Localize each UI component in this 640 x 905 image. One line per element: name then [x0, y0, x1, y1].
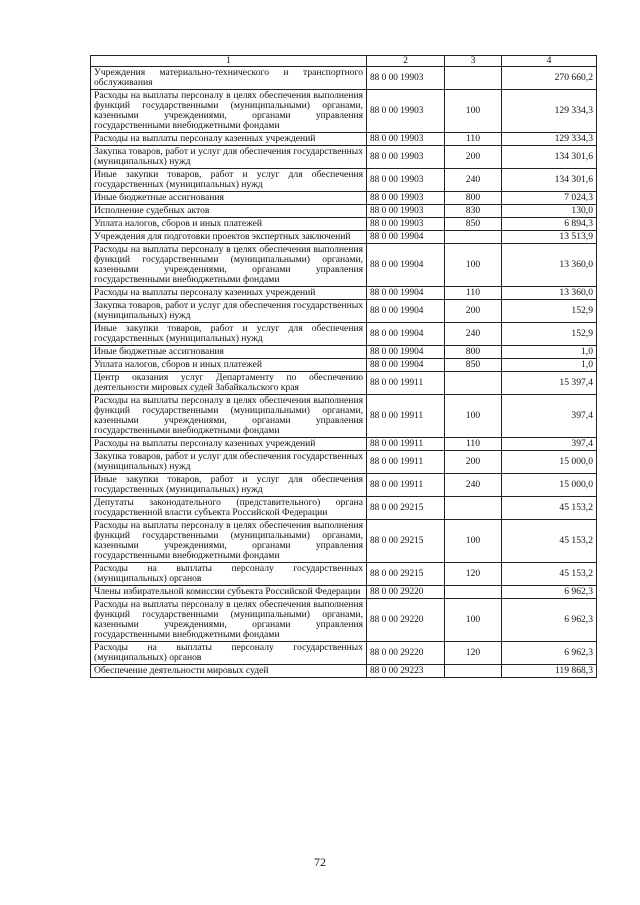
row-sum-cell: 6 894,3 [502, 218, 597, 231]
row-code-cell: 88 0 00 19903 [367, 146, 445, 169]
row-sum-cell: 7 024,3 [502, 192, 597, 205]
table-row [91, 323, 597, 346]
table-row [91, 192, 597, 205]
row-name-cell: Учреждения для подготовки проектов экспертных заключений [91, 231, 367, 244]
row-code-cell: 88 0 00 19903 [367, 169, 445, 192]
row-sum-cell: 1,0 [502, 359, 597, 372]
column-header-code: 2 [367, 56, 445, 67]
column-header-name: 1 [91, 56, 367, 67]
table-body [91, 67, 597, 678]
row-name-cell: Расходы на выплаты персоналу в целях обеспечения выполнения функций государственными (муниципальными) органами, казенными учреждениями, органами управления государственными внебюджетными фондами [91, 599, 367, 642]
row-name-cell: Расходы на выплаты персоналу в целях обеспечения выполнения функций государственными (муниципальными) органами, казенными учреждениями, органами управления государственными внебюджетными фондами [91, 395, 367, 438]
row-code-cell: 88 0 00 29215 [367, 520, 445, 563]
table-row [91, 205, 597, 218]
row-vr-cell: 850 [445, 218, 502, 231]
row-code-cell: 88 0 00 19904 [367, 287, 445, 300]
row-name-cell: Иные закупки товаров, работ и услуг для обеспечения государственных (муниципальных) нужд [91, 169, 367, 192]
row-vr-cell: 200 [445, 300, 502, 323]
table-row [91, 642, 597, 665]
table-row [91, 300, 597, 323]
row-sum-cell: 152,9 [502, 323, 597, 346]
row-name-cell: Закупка товаров, работ и услуг для обеспечения государственных (муниципальных) нужд [91, 451, 367, 474]
row-vr-cell: 100 [445, 244, 502, 287]
row-vr-cell: 110 [445, 287, 502, 300]
row-vr-cell: 110 [445, 438, 502, 451]
row-name-cell: Расходы на выплаты персоналу казенных учреждений [91, 133, 367, 146]
row-vr-cell: 110 [445, 133, 502, 146]
row-sum-cell: 6 962,3 [502, 642, 597, 665]
row-code-cell: 88 0 00 19911 [367, 451, 445, 474]
row-code-cell: 88 0 00 29220 [367, 586, 445, 599]
row-name-cell: Расходы на выплаты персоналу государственных (муниципальных) органов [91, 642, 367, 665]
row-name-cell: Закупка товаров, работ и услуг для обеспечения государственных (муниципальных) нужд [91, 300, 367, 323]
table-row [91, 287, 597, 300]
row-sum-cell: 152,9 [502, 300, 597, 323]
row-code-cell: 88 0 00 19911 [367, 474, 445, 497]
row-sum-cell: 45 153,2 [502, 497, 597, 520]
row-vr-cell: 100 [445, 520, 502, 563]
row-sum-cell: 129 334,3 [502, 90, 597, 133]
row-sum-cell: 134 301,6 [502, 169, 597, 192]
page-number: 72 [314, 855, 326, 869]
row-name-cell: Расходы на выплаты персоналу казенных учреждений [91, 438, 367, 451]
table-row [91, 395, 597, 438]
row-vr-cell: 240 [445, 169, 502, 192]
row-sum-cell: 15 000,0 [502, 474, 597, 497]
row-name-cell: Закупка товаров, работ и услуг для обеспечения государственных (муниципальных) нужд [91, 146, 367, 169]
table-row [91, 438, 597, 451]
row-vr-cell [445, 372, 502, 395]
row-name-cell: Уплата налогов, сборов и иных платежей [91, 218, 367, 231]
table-row [91, 586, 597, 599]
row-code-cell: 88 0 00 19911 [367, 438, 445, 451]
row-sum-cell: 397,4 [502, 395, 597, 438]
row-name-cell: Иные закупки товаров, работ и услуг для обеспечения государственных (муниципальных) нужд [91, 323, 367, 346]
row-name-cell: Учреждения материально-технического и транспортного обслуживания [91, 67, 367, 90]
row-sum-cell: 15 000,0 [502, 451, 597, 474]
table-header-row [91, 56, 597, 67]
row-vr-cell [445, 665, 502, 678]
table-row [91, 520, 597, 563]
row-code-cell: 88 0 00 19903 [367, 133, 445, 146]
row-vr-cell: 850 [445, 359, 502, 372]
row-name-cell: Исполнение судебных актов [91, 205, 367, 218]
row-name-cell: Расходы на выплаты персоналу в целях обеспечения выполнения функций государственными (муниципальными) органами, казенными учреждениями, органами управления государственными внебюджетными фондами [91, 520, 367, 563]
table-row [91, 346, 597, 359]
row-vr-cell [445, 497, 502, 520]
row-sum-cell: 15 397,4 [502, 372, 597, 395]
table-row [91, 218, 597, 231]
row-name-cell: Иные бюджетные ассигнования [91, 192, 367, 205]
row-vr-cell: 100 [445, 90, 502, 133]
budget-table [90, 55, 597, 678]
row-vr-cell: 240 [445, 474, 502, 497]
row-code-cell: 88 0 00 19911 [367, 395, 445, 438]
row-sum-cell: 270 660,2 [502, 67, 597, 90]
row-sum-cell: 134 301,6 [502, 146, 597, 169]
table-row [91, 169, 597, 192]
table-row [91, 231, 597, 244]
row-vr-cell: 100 [445, 599, 502, 642]
row-vr-cell [445, 67, 502, 90]
row-name-cell: Обеспечение деятельности мировых судей [91, 665, 367, 678]
row-name-cell: Депутаты законодательного (представительного) органа государственной власти субъекта Российской Федерации [91, 497, 367, 520]
row-name-cell: Члены избирательной комиссии субъекта Российской Федерации [91, 586, 367, 599]
row-sum-cell: 6 962,3 [502, 599, 597, 642]
row-code-cell: 88 0 00 19904 [367, 300, 445, 323]
row-vr-cell [445, 586, 502, 599]
table-row [91, 372, 597, 395]
row-sum-cell: 6 962,3 [502, 586, 597, 599]
row-name-cell: Иные бюджетные ассигнования [91, 346, 367, 359]
row-code-cell: 88 0 00 19903 [367, 192, 445, 205]
row-sum-cell: 1,0 [502, 346, 597, 359]
row-code-cell: 88 0 00 19903 [367, 218, 445, 231]
table-row [91, 67, 597, 90]
column-header-vr: 3 [445, 56, 502, 67]
row-name-cell: Иные закупки товаров, работ и услуг для обеспечения государственных (муниципальных) нужд [91, 474, 367, 497]
row-code-cell: 88 0 00 19904 [367, 346, 445, 359]
row-sum-cell: 45 153,2 [502, 520, 597, 563]
row-vr-cell: 100 [445, 395, 502, 438]
row-sum-cell: 129 334,3 [502, 133, 597, 146]
row-name-cell: Расходы на выплаты персоналу государственных (муниципальных) органов [91, 563, 367, 586]
row-code-cell: 88 0 00 19904 [367, 244, 445, 287]
row-code-cell: 88 0 00 29215 [367, 497, 445, 520]
row-sum-cell: 130,0 [502, 205, 597, 218]
row-sum-cell: 45 153,2 [502, 563, 597, 586]
row-name-cell: Расходы на выплаты персоналу в целях обеспечения выполнения функций государственными (муниципальными) органами, казенными учреждениями, органами управления государственными внебюджетными фондами [91, 90, 367, 133]
row-code-cell: 88 0 00 19904 [367, 323, 445, 346]
row-code-cell: 88 0 00 19903 [367, 90, 445, 133]
table-row [91, 244, 597, 287]
table-row [91, 563, 597, 586]
row-code-cell: 88 0 00 29223 [367, 665, 445, 678]
row-sum-cell: 13 360,0 [502, 287, 597, 300]
row-name-cell: Расходы на выплаты персоналу в целях обеспечения выполнения функций государственными (муниципальными) органами, казенными учреждениями, органами управления государственными внебюджетными фондами [91, 244, 367, 287]
row-sum-cell: 13 360,0 [502, 244, 597, 287]
row-code-cell: 88 0 00 19903 [367, 67, 445, 90]
row-vr-cell: 120 [445, 563, 502, 586]
table-row [91, 90, 597, 133]
row-code-cell: 88 0 00 19903 [367, 205, 445, 218]
table-row [91, 133, 597, 146]
table-row [91, 665, 597, 678]
table-row [91, 451, 597, 474]
row-code-cell: 88 0 00 19911 [367, 372, 445, 395]
table-row [91, 146, 597, 169]
row-vr-cell: 200 [445, 451, 502, 474]
table-row [91, 474, 597, 497]
table-row [91, 599, 597, 642]
row-name-cell: Центр оказания услуг Департаменту по обеспечению деятельности мировых судей Забайкальского края [91, 372, 367, 395]
table-row [91, 359, 597, 372]
row-vr-cell: 200 [445, 146, 502, 169]
column-header-sum: 4 [502, 56, 597, 67]
row-vr-cell [445, 231, 502, 244]
row-vr-cell: 120 [445, 642, 502, 665]
row-name-cell: Расходы на выплаты персоналу казенных учреждений [91, 287, 367, 300]
row-code-cell: 88 0 00 29220 [367, 599, 445, 642]
row-name-cell: Уплата налогов, сборов и иных платежей [91, 359, 367, 372]
row-sum-cell: 119 868,3 [502, 665, 597, 678]
row-code-cell: 88 0 00 29220 [367, 642, 445, 665]
row-code-cell: 88 0 00 19904 [367, 359, 445, 372]
row-vr-cell: 240 [445, 323, 502, 346]
table-row [91, 497, 597, 520]
row-vr-cell: 830 [445, 205, 502, 218]
row-code-cell: 88 0 00 29215 [367, 563, 445, 586]
row-vr-cell: 800 [445, 192, 502, 205]
row-vr-cell: 800 [445, 346, 502, 359]
row-sum-cell: 13 513,9 [502, 231, 597, 244]
row-sum-cell: 397,4 [502, 438, 597, 451]
row-code-cell: 88 0 00 19904 [367, 231, 445, 244]
